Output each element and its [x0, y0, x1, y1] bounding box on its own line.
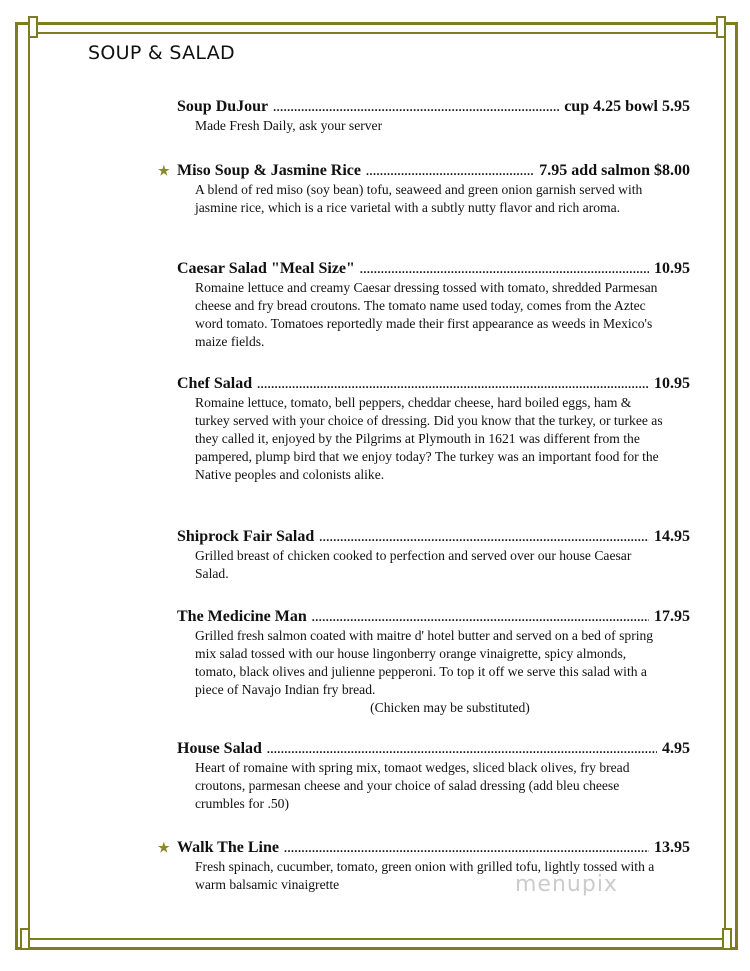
- item-description-text: Grilled fresh salmon coated with maitre d' hotel butter and served on a bed of spring mix salad tossed with our house lingonberry orange vinaigrette, spicy almonds, tomato, black olives and julienne pepperoni. To top it off we serve this salad with a piece of Navajo Indian fry bread.: [195, 628, 654, 697]
- menu-item: [158, 374, 690, 484]
- section-title: SOUP & SALAD: [88, 42, 235, 64]
- item-price: 7.95 add salmon $8.00: [539, 162, 690, 179]
- menu-item: [158, 739, 690, 813]
- star-icon: ★: [158, 163, 170, 178]
- item-name: Caesar Salad "Meal Size": [177, 260, 355, 277]
- item-price: 10.95: [654, 260, 690, 277]
- item-description: [195, 279, 665, 351]
- item-description: [195, 181, 665, 217]
- border-corner-ornament: [20, 928, 30, 950]
- menu-item-header: [158, 739, 690, 759]
- item-description-text: Grilled breast of chicken cooked to perfection and served over our house Caesar Salad.: [195, 548, 632, 581]
- item-price: cup 4.25 bowl 5.95: [564, 98, 690, 115]
- menu-item-header: [158, 97, 690, 117]
- leader-dots: [312, 608, 649, 627]
- leader-dots: [284, 839, 649, 858]
- item-description: [195, 117, 665, 135]
- item-name: Soup DuJour: [177, 98, 269, 115]
- menu-item: [158, 161, 690, 217]
- item-price: 17.95: [654, 608, 690, 625]
- leader-dots: [257, 375, 649, 394]
- leader-dots: [366, 162, 534, 181]
- leader-dots: [267, 740, 657, 759]
- menu-item-header: [158, 161, 690, 181]
- leader-dots: [319, 528, 649, 547]
- leader-dots: [360, 260, 649, 279]
- item-description: [195, 547, 665, 583]
- menu-item-header: [158, 259, 690, 279]
- border-corner-ornament: [722, 928, 732, 950]
- item-name: Shiprock Fair Salad: [177, 528, 315, 545]
- menu-item: [158, 607, 690, 717]
- item-description-text: Romaine lettuce and creamy Caesar dressing tossed with tomato, shredded Parmesan cheese and fry bread croutons. The tomato name used today, comes from the Aztec word tomato. Tomatoes reportedly made their first appearance as weeds in Mexico's maize fields.: [195, 280, 658, 349]
- menu-item-header: [158, 607, 690, 627]
- item-price: 14.95: [654, 528, 690, 545]
- item-description-text: Heart of romaine with spring mix, tomaot wedges, sliced black olives, fry bread croutons, parmesan cheese and your choice of salad dressing (add bleu cheese crumbles for .50): [195, 760, 630, 811]
- item-name: The Medicine Man: [177, 608, 307, 625]
- item-price: 4.95: [662, 740, 690, 757]
- item-name: House Salad: [177, 740, 262, 757]
- item-name: Chef Salad: [177, 375, 253, 392]
- item-description: [195, 759, 665, 813]
- item-price: 13.95: [654, 839, 690, 856]
- border-corner-ornament: [28, 16, 38, 38]
- item-name: Miso Soup & Jasmine Rice: [177, 162, 361, 179]
- item-description-text: Fresh spinach, cucumber, tomato, green onion with grilled tofu, lightly tossed with a warm balsamic vinaigrette: [195, 859, 655, 892]
- menu-item-header: [158, 527, 690, 547]
- border-corner-ornament: [716, 16, 726, 38]
- star-icon: ★: [158, 840, 170, 855]
- menu-item-header: [158, 374, 690, 394]
- item-description-text: A blend of red miso (soy bean) tofu, seaweed and green onion garnish served with jasmine rice, which is a rice varietal with a subtly nutty flavor and rich aroma.: [195, 182, 643, 215]
- menu-item-header: [158, 838, 690, 858]
- menu-item: [158, 527, 690, 583]
- item-description-text: Romaine lettuce, tomato, bell peppers, cheddar cheese, hard boiled eggs, ham & turkey served with your choice of dressing. Did you know that the turkey, or turkee as they called it, enjoyed by the Pilgrims at Plymouth in 1621 was different from the pampered, plump bird that we enjoy today? The turkey was an important food for the Native peoples and colonists alike.: [195, 395, 663, 482]
- item-price: 10.95: [654, 375, 690, 392]
- item-description-text: Made Fresh Daily, ask your server: [195, 118, 383, 133]
- item-name: Walk The Line: [177, 839, 279, 856]
- item-description: [195, 627, 665, 717]
- menu-item: [158, 259, 690, 351]
- menu-item: [158, 97, 690, 135]
- item-note: (Chicken may be substituted): [370, 700, 530, 715]
- leader-dots: [273, 98, 559, 117]
- item-description: [195, 394, 665, 484]
- watermark: menupix: [515, 872, 618, 897]
